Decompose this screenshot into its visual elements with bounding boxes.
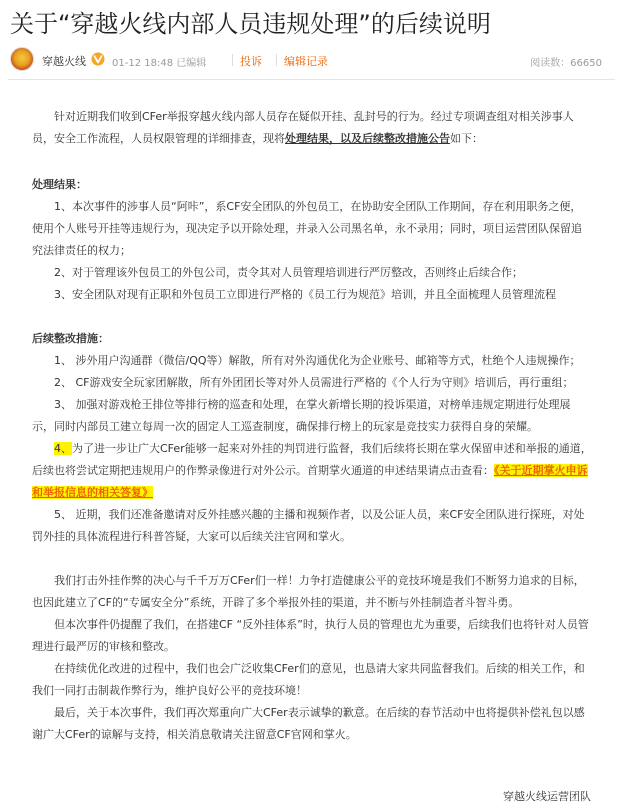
closing-paragraph: 我们打击外挂作弊的决心与千千万万CFer们一样！力争打造健康公平的竞技环境是我们不断努力追求的目标，也因此建立了CF的“专属安全分”系统，开辟了多个举报外挂的渠道，并不断与外挂制造者斗智斗勇。: [32, 574, 585, 609]
measure-item: 1、 涉外用户沟通群（微信/QQ等）解散，所有对外沟通优化为企业账号、邮箱等方式，杜绝个人违规操作；: [54, 354, 581, 367]
measure-item: 5、 近期，我们还准备邀请对反外挂感兴趣的主播和视频作者，以及公证人员，来CF安全团队进行探班，对处罚外挂的具体流程进行科普答疑，大家可以后续关注官网和掌火。: [32, 508, 585, 543]
read-count: 阅读数：66650: [530, 58, 602, 69]
measure-number: 4、: [54, 442, 72, 455]
result-item: 2、对于管理该外包员工的外包公司，责令其对人员管理培训进行严厉整改，否则终止后续合作；: [54, 266, 523, 279]
article-title: 关于“穿越火线内部人员违规处理”的后续说明: [10, 10, 491, 38]
closing-paragraph: 最后，关于本次事件，我们再次郑重向广大CFer表示诚挚的歉意。在后续的春节活动中也将提供补偿礼包以感谢广大CFer的谅解与支持，相关消息敬请关注留意CF官网和掌火。: [32, 706, 585, 741]
intro-emphasis: 处理结果，以及后续整改措施公告: [285, 132, 450, 145]
closing-paragraph: 在持续优化改进的过程中，我们也会广泛收集CFer们的意见，也恳请大家共同监督我们。后续的相关工作，和我们一同打击制裁作弊行为，维护良好公平的竞技环境！: [32, 662, 585, 697]
publish-date: 01-12 18:48 已编辑: [112, 58, 207, 69]
measure-item: 4、为了进一步让广大CFer能够一起来对外挂的判罚进行监督，我们后续将长期在掌火保留申述和举报的通道，后续也将尝试定期把违规用户的作弊录像进行对外公示。首期掌火通道的申述结果请点击查看：《关于近期掌火申诉和举报信息的相关答复》: [32, 442, 592, 499]
result-item: 1、本次事件的涉事人员“阿咔”，系CF安全团队的外包员工，在协助安全团队工作期间，存在利用职务之便，使用个人账号开挂等违规行为，现决定予以开除处理，并录入公司黑名单，永不录用；同时，项目运营团队保留追究法律责任的权力；: [32, 200, 582, 257]
report-link[interactable]: 投诉: [240, 55, 262, 68]
meta-divider: [276, 54, 277, 66]
result-item: 3、安全团队对现有正职和外包员工立即进行严格的《员工行为规范》培训，并且全面梳理人员管理流程: [54, 288, 556, 301]
results-heading: 处理结果：: [32, 178, 87, 191]
measure-item: 3、 加强对游戏枪王排位等排行榜的巡查和处理，在掌火新增长期的投诉渠道，对榜单违规定期进行处理展示，同时内部员工建立每周一次的固定人工巡查制度，确保排行榜上的玩家是竞技实力获得自身的荣耀。: [32, 398, 571, 433]
edit-history-link[interactable]: 编辑记录: [284, 55, 328, 68]
author-avatar[interactable]: [10, 47, 34, 71]
intro-paragraph: 针对近期我们收到CFer举报穿越火线内部人员存在疑似开挂、乱封号的行为。经过专项调查组对相关涉事人员，安全工作流程，人员权限管理的详细排查，现将处理结果，以及后续整改措施公告如下：: [32, 110, 574, 145]
meta-divider: [232, 54, 233, 66]
article-meta: [8, 46, 608, 74]
author-name[interactable]: 穿越火线: [42, 55, 86, 68]
signature: 穿越火线运营团队: [503, 790, 591, 803]
header-divider: [8, 79, 615, 80]
measures-heading: 后续整改措施：: [32, 332, 109, 345]
measure-item: 2、 CF游戏安全玩家团解散，所有外团团长等对外人员需进行严格的《个人行为守则》培训后，再行重组；: [54, 376, 574, 389]
closing-paragraph: 但本次事件仍提醒了我们，在搭建CF “反外挂体系”时，执行人员的管理也尤为重要，后续我们也将针对人员管理进行最严厉的审核和整改。: [32, 618, 589, 653]
verified-icon: [91, 52, 105, 66]
appeal-reply-link[interactable]: 《关于近期掌火申诉和举报信息的相关答复》: [32, 464, 588, 499]
